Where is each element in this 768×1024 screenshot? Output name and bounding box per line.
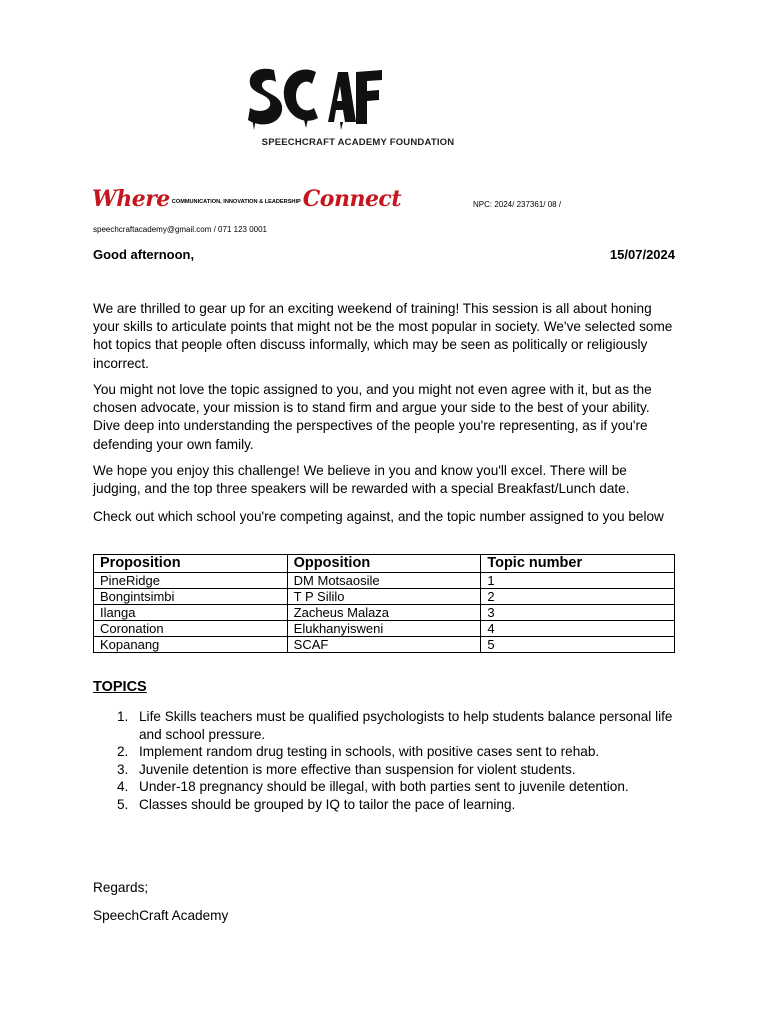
column-header: Opposition — [287, 555, 481, 573]
tagline — [92, 186, 401, 212]
table-row — [94, 637, 675, 653]
tagline-middle: COMMUNICATION, INNOVATION & LEADERSHIP — [171, 199, 301, 205]
paragraph-mission: You might not love the topic assigned to you, and you might not even agree with it, but as the chosen advocate, your mission is to stand firm and argue your side to the best of your ability. Dive deep into understanding the perspectives of the people you're representing, as if you're defending your own family. — [93, 382, 652, 452]
list-text: Juvenile detention is more effective than suspension for violent students. — [139, 761, 576, 777]
column-header: Topic number — [481, 555, 675, 573]
npc-number: NPC: 2024/ 237361/ 08 / — [473, 200, 562, 209]
column-header: Proposition — [94, 555, 288, 573]
list-text: Under-18 pregnancy should be illegal, with both parties sent to juvenile detention. — [139, 779, 629, 795]
list-number: 4. — [117, 779, 129, 795]
table-cell: DM Motsaosile — [287, 573, 481, 589]
table-cell: Kopanang — [94, 637, 288, 653]
table-cell: Bongintsimbi — [94, 589, 288, 605]
greeting: Good afternoon, — [93, 247, 195, 262]
paragraph-check: Check out which school you're competing against, and the topic number assigned to you below — [93, 509, 664, 524]
list-item — [93, 778, 677, 796]
topics-list — [93, 708, 677, 814]
list-item — [93, 761, 677, 779]
table-cell: Elukhanyisweni — [287, 621, 481, 637]
table-cell: 4 — [481, 621, 675, 637]
list-text: Classes should be grouped by IQ to tailor the pace of learning. — [139, 796, 516, 812]
table-cell: 5 — [481, 637, 675, 653]
matchup-table — [93, 554, 675, 653]
table-cell: Coronation — [94, 621, 288, 637]
list-number: 1. — [117, 709, 129, 724]
list-item — [93, 708, 677, 743]
topics-heading: TOPICS — [93, 679, 147, 695]
paragraph-intro: We are thrilled to gear up for an exciting weekend of training! This session is all about honing your skills to articulate points that might not be the most popular in society. We've selected some hot topics that people often discuss informally, which may be seen as politically or religiously incorrect. — [93, 301, 673, 371]
regards-line: Regards; — [93, 880, 149, 895]
table-row — [94, 605, 675, 621]
list-item — [93, 743, 677, 761]
table-cell: 3 — [481, 605, 675, 621]
table-cell: Ilanga — [94, 605, 288, 621]
letter-date: 15/07/2024 — [609, 247, 675, 262]
table-cell: PineRidge — [94, 573, 288, 589]
table-row — [94, 589, 675, 605]
list-text: Implement random drug testing in schools, with positive cases sent to rehab. — [139, 744, 600, 760]
table-header-row — [94, 555, 675, 573]
list-number: 3. — [117, 761, 129, 777]
table-cell: SCAF — [287, 637, 481, 653]
list-text: Life Skills teachers must be qualified psychologists to help students balance personal life and school pressure. — [139, 709, 673, 742]
table-cell: 1 — [481, 573, 675, 589]
table-cell: T P Sililo — [287, 589, 481, 605]
list-number: 2. — [117, 744, 129, 760]
paragraph-judging: We hope you enjoy this challenge! We believe in you and know you'll excel. There will be judging, and the top three speakers will be rewarded with a special Breakfast/Lunch date. — [93, 463, 630, 497]
contact-line: speechcraftacademy@gmail.com / 071 123 0001 — [93, 225, 267, 234]
table-cell: Zacheus Malaza — [287, 605, 481, 621]
logo-subtitle: SPEECHCRAFT ACADEMY FOUNDATION — [261, 137, 455, 148]
table-cell: 2 — [481, 589, 675, 605]
signature: SpeechCraft Academy — [93, 908, 229, 923]
list-item — [93, 796, 677, 814]
list-number: 5. — [117, 796, 129, 812]
table-row — [94, 621, 675, 637]
tagline-where: Where — [92, 186, 170, 212]
table-row — [94, 573, 675, 589]
tagline-connect: Connect — [302, 186, 401, 212]
scaf-logo — [244, 64, 384, 132]
